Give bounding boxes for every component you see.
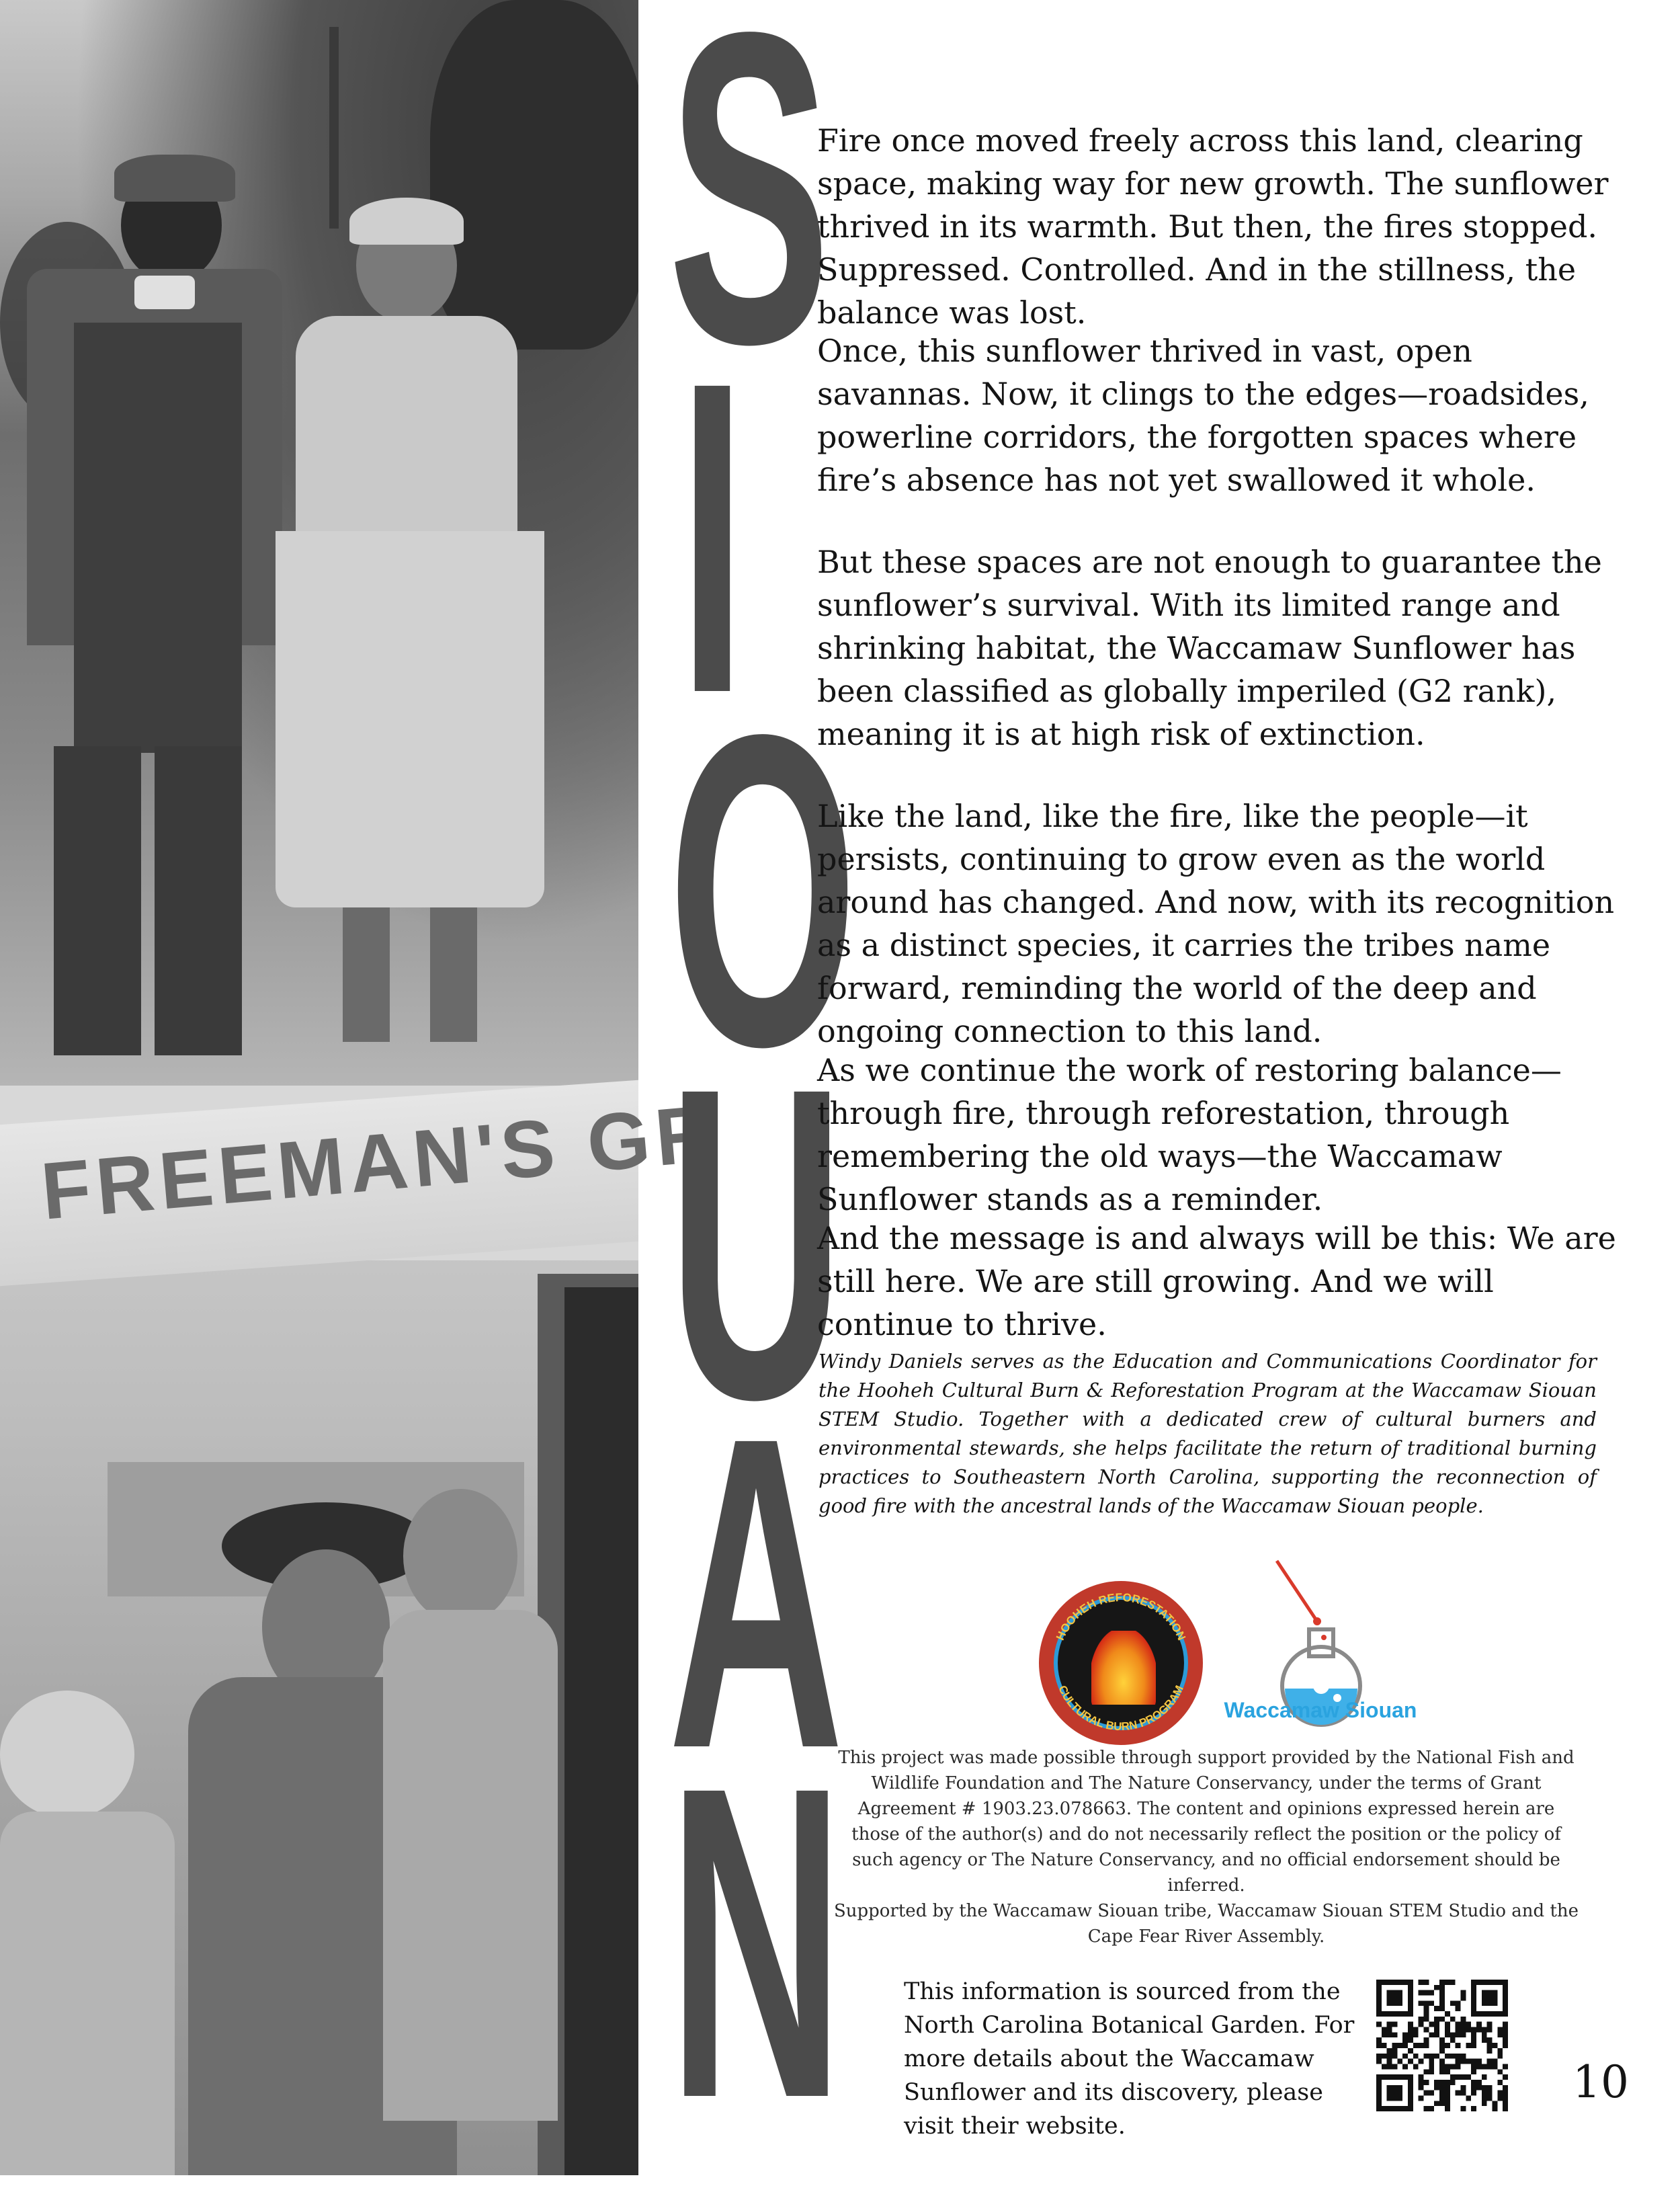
vertical-letter-o: O — [668, 643, 858, 1138]
paragraph-message: And the message is and always will be this: We are still here. We are still growing. And we will continue to thrive. — [817, 1220, 1616, 1342]
photo-man — [0, 168, 296, 1062]
logo-ring-top-text: HOOHEH REFORESTATION — [1054, 1590, 1188, 1643]
paragraph-savannas: Once, this sunflower thrived in vast, open savannas. Now, it clings to the edges—roadsides, powerline corridors, the forgotten spaces where fire’s absence has not yet swallowed it whole. — [817, 333, 1589, 498]
funding-disclaimer — [833, 1745, 1579, 1949]
logo-ring-bottom-text: CULTURAL BURN PROGRAM — [1056, 1683, 1186, 1734]
paragraph-persists: Like the land, like the fire, like the people—it persists, continuing to grow even as the world around has changed. And now, with its recognition as a distinct species, it carries the tribes name forward, reminding the world of the deep and ongoing connection to this land. — [817, 798, 1615, 1049]
support-line: Supported by the Waccamaw Siouan tribe, Waccamaw Siouan STEM Studio and the Cape Fear River Assembly. — [833, 1901, 1579, 1947]
qr-code[interactable] — [1376, 1980, 1508, 2111]
hooheh-program-logo — [1039, 1581, 1203, 1745]
logo-ring-text — [1039, 1581, 1203, 1745]
photo-woman — [269, 208, 564, 1069]
author-bio: Windy Daniels serves as the Education and Communications Coordinator for the Hooheh Cultural Burn & Reforestation Program at the Waccamaw Siouan STEM Studio. Together with a dedicated crew of cultural burners and environmental stewards, she helps facilitate the return of traditional burning practices to Southeastern North Carolina, supporting the reconnection of good fire with the ancestral lands of the Waccamaw Siouan people. — [818, 1350, 1597, 1517]
page-number: 10 — [1572, 2056, 1629, 2108]
vertical-letter-s: S — [668, 0, 831, 436]
paragraph-survival: But these spaces are not enough to guarantee the sunflower’s survival. With its limited range and shrinking habitat, the Waccamaw Sunflower has been classified as globally imperiled (G2 rank), meaning it is at high risk of extinction. — [817, 544, 1602, 752]
vertical-letter-u: U — [668, 996, 845, 1491]
svg-text:CULTURAL BURN PROGRAM — [1056, 1683, 1186, 1733]
vertical-letter-n: N — [668, 1695, 845, 2190]
disclaimer-text: This project was made possible through support provided by the National Fish and Wildlife Foundation and The Nature Conservancy, under the terms of Grant Agreement # 1903.23.078663. The content and opinions expressed herein are those of the author(s) and do not necessarily reflect the position or the policy of such agency or The Nature Conservancy, and no official endorsement should be inferred. — [838, 1748, 1574, 1896]
store-sign-text: FREEMAN'S GR — [38, 1088, 723, 1237]
photo-couple — [0, 0, 638, 1086]
paragraph-fire: Fire once moved freely across this land, clearing space, making way for new growth. The sunflower thrived in its warmth. But then, the fires stopped. Suppressed. Controlled. And in the stillness, the balance was lost. — [817, 122, 1609, 331]
source-note: This information is sourced from the North Carolina Botanical Garden. For more details about the Waccamaw Sunflower and its discovery, please visit their website. — [904, 1978, 1355, 2140]
svg-text:HOOHEH REFORESTATION — [1054, 1591, 1188, 1642]
paragraph-restoring: As we continue the work of restoring balance—through fire, through reforestation, through remembering the old ways—the Waccamaw Sunflower stands as a reminder. — [817, 1052, 1562, 1217]
stem-studio-label: Waccamaw Siouan — [1224, 1698, 1417, 1722]
vertical-letter-a: A — [668, 1345, 845, 1840]
vertical-letter-i: I — [678, 290, 747, 785]
